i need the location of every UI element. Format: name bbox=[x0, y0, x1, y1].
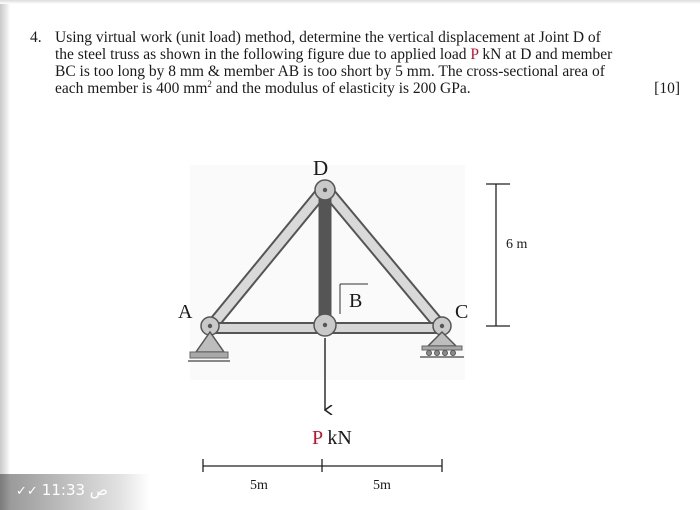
load-symbol-inline: P bbox=[470, 46, 479, 63]
joint-a-pin bbox=[208, 324, 212, 328]
label-a: A bbox=[178, 301, 193, 323]
marks-label: [10] bbox=[654, 80, 680, 97]
timestamp-time: 11:33 ص bbox=[41, 481, 108, 499]
joint-c-pin bbox=[440, 324, 444, 328]
height-dimension-label: 6 m bbox=[506, 237, 528, 252]
area-exponent: 2 bbox=[207, 79, 212, 89]
read-receipt-icon: ✓✓ bbox=[16, 484, 38, 499]
load-symbol: P bbox=[312, 427, 323, 449]
label-c: C bbox=[455, 301, 469, 323]
height-dimension bbox=[486, 184, 510, 326]
joint-b-pin bbox=[323, 323, 327, 327]
joint-d-pin bbox=[323, 188, 327, 192]
span-left-label: 5m bbox=[250, 478, 268, 493]
span-dimension bbox=[203, 459, 442, 472]
span-right-label: 5m bbox=[373, 478, 391, 493]
message-timestamp bbox=[16, 481, 108, 499]
question-line-3: BC is too long by 8 mm & member AB is too short by 5 mm. The cross-sectional area of bbox=[55, 63, 605, 80]
message-timestamp-overlay bbox=[0, 474, 150, 510]
question-line-2-end: kN at D and member bbox=[478, 46, 613, 63]
question-line-2-start: the steel truss as shown in the following figure due to applied load bbox=[55, 46, 471, 63]
question-line-4-start: each member is 400 mm bbox=[55, 80, 208, 97]
question-number: 4. bbox=[30, 29, 42, 46]
question-line-4-end: and the modulus of elasticity is 200 GPa. bbox=[211, 80, 471, 97]
label-b: B bbox=[349, 290, 363, 312]
load-unit: kN bbox=[322, 427, 352, 449]
load-label bbox=[312, 427, 352, 449]
question-line-1: Using virtual work (unit load) method, determine the vertical displacement at Joint D of bbox=[55, 29, 601, 46]
label-d: D bbox=[313, 156, 329, 180]
